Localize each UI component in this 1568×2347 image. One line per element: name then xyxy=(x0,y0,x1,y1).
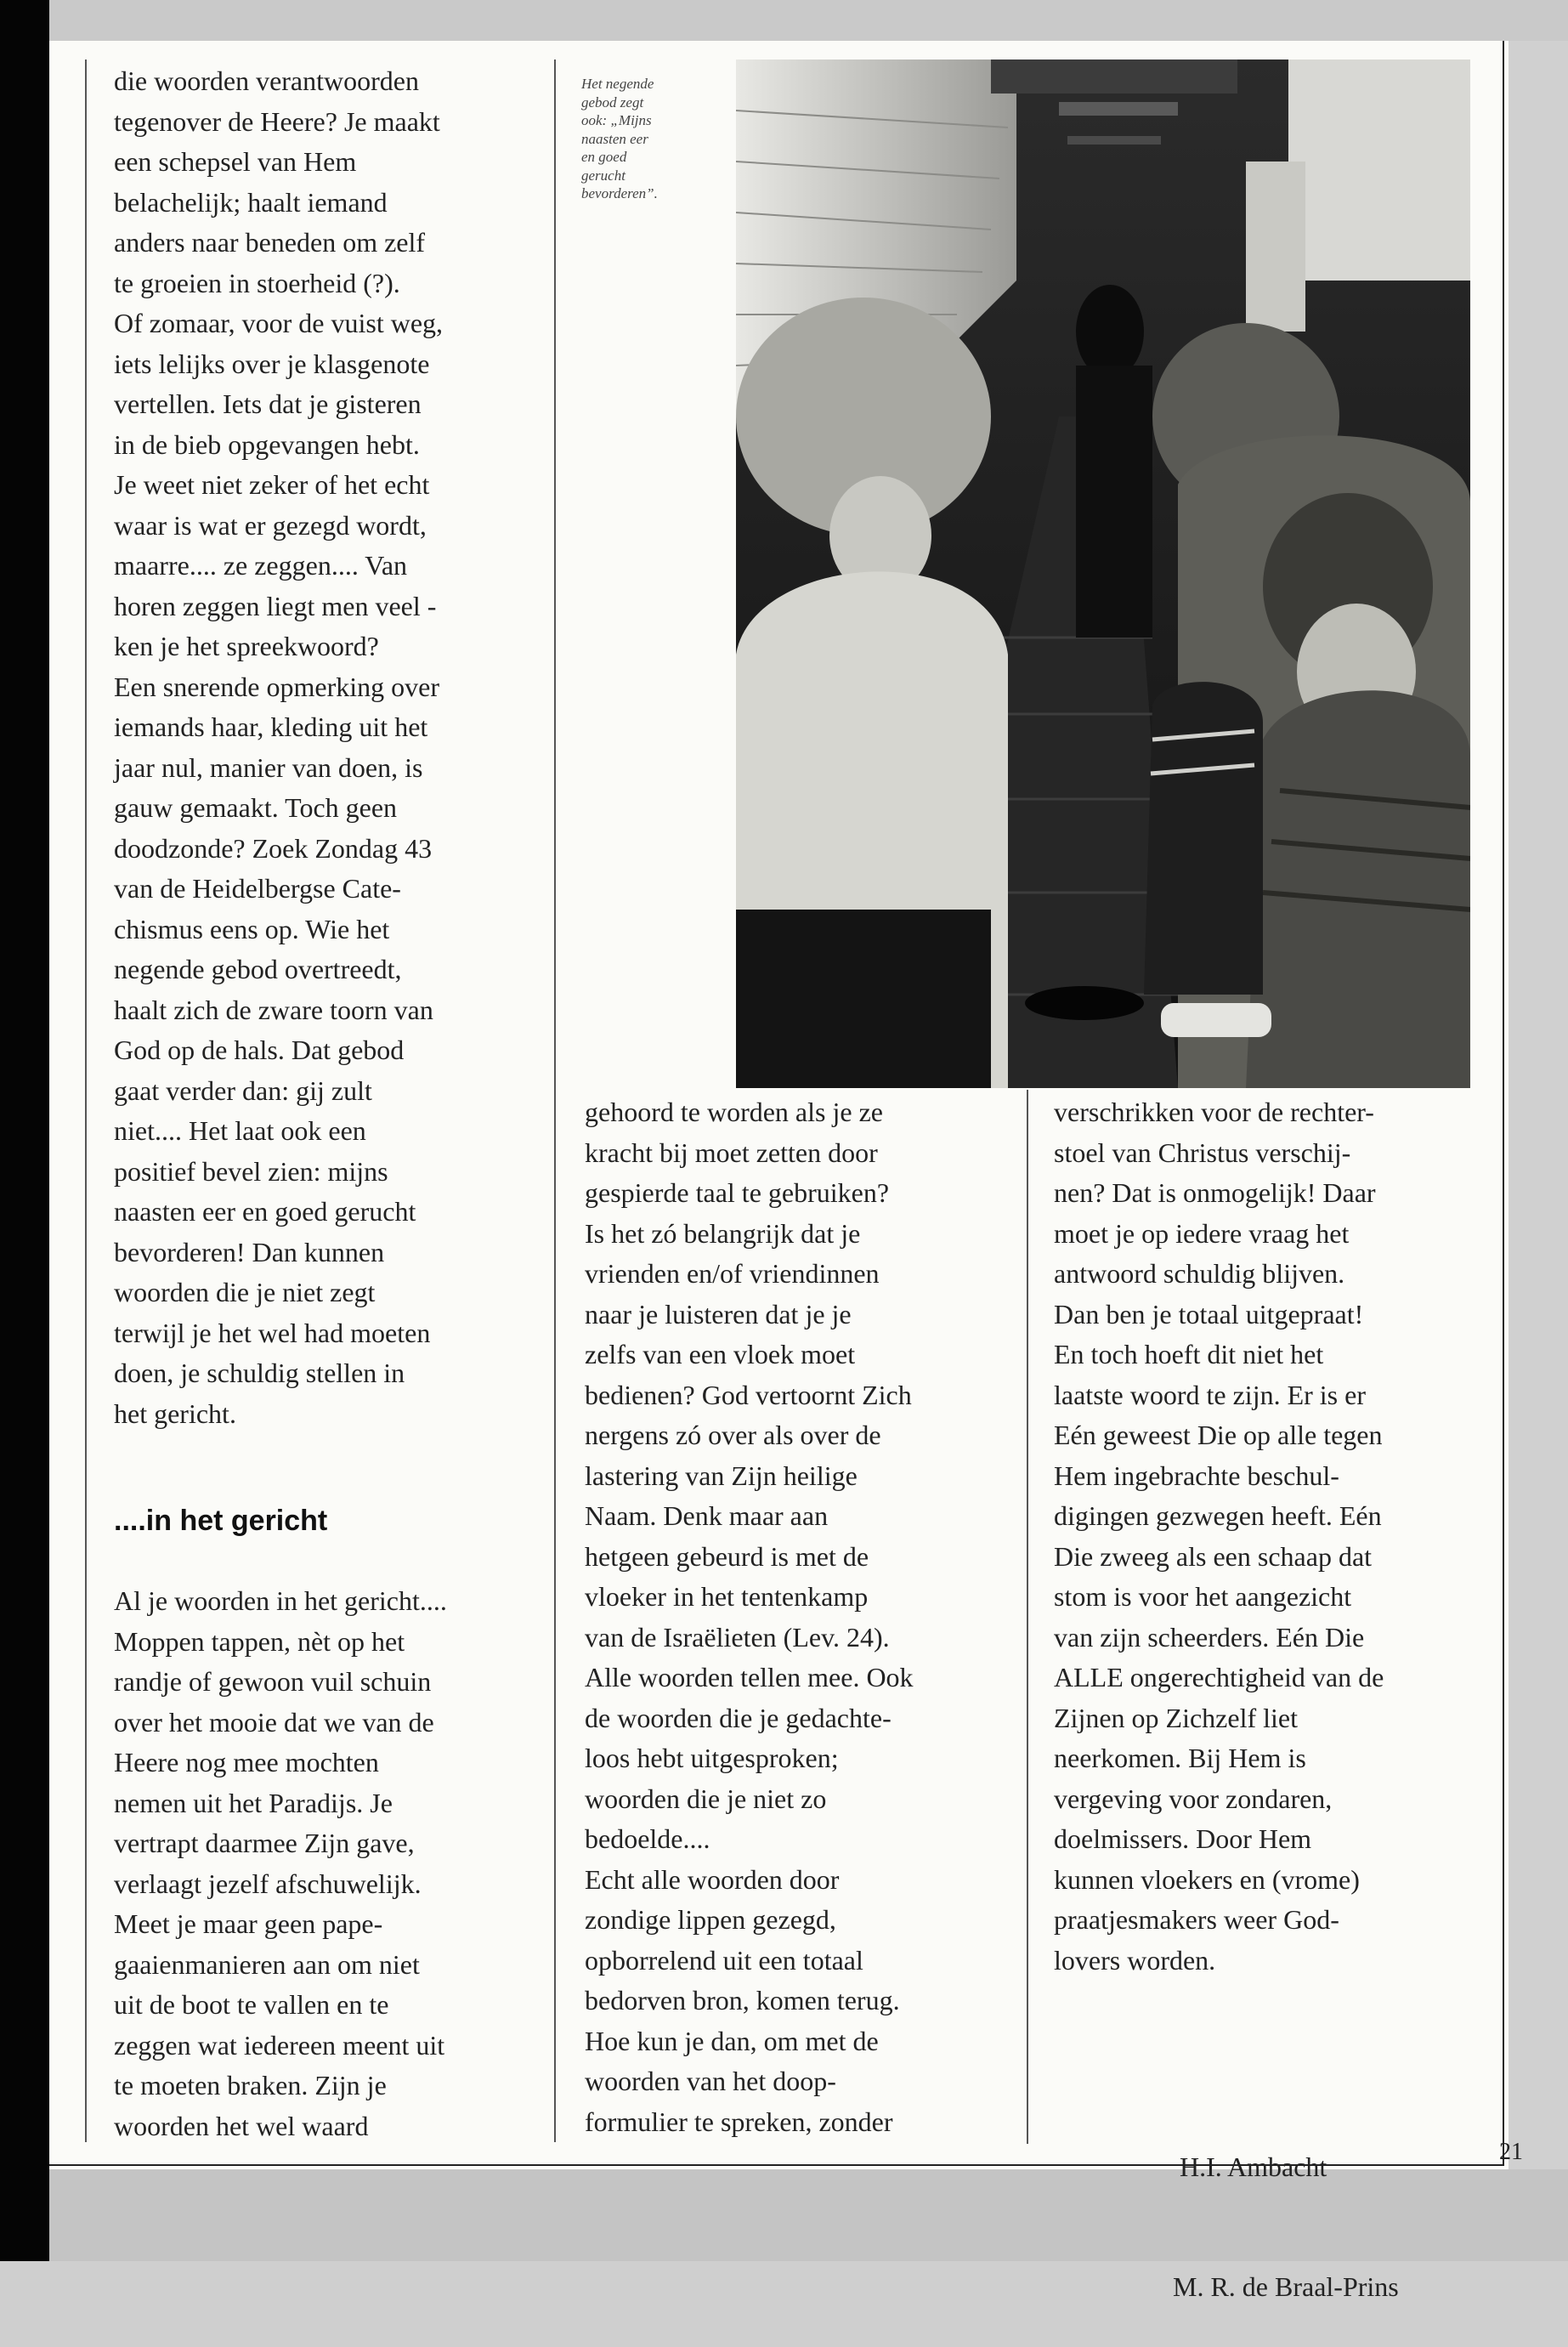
scan-border-right xyxy=(1509,41,1568,2217)
scan-border-left xyxy=(0,0,49,2261)
column-divider-2 xyxy=(554,60,556,2142)
column-divider-1 xyxy=(85,60,87,2142)
article-column-1-lower: Al je woorden in het gericht.... Moppen tappen, nèt op het randje of gewoon vuil schuin over het mooie dat we van de Heere nog mee mochten nemen uit het Paradijs. Je vertrapt daarmee Zijn gave, verlaagt jezelf afschuwelijk. Meet je maar geen pape- gaaienmanieren aan om niet uit de boot te vallen en te zeggen wat iedereen meent uit te moeten braken. Zijn je woorden het wel waard xyxy=(114,1585,447,2141)
author-line-2: M. R. de Braal-Prins xyxy=(1173,2271,1399,2302)
page-number: 21 xyxy=(1499,2139,1523,2165)
author-signature xyxy=(1173,2067,1399,2347)
article-column-2: gehoord te worden als je ze kracht bij moet zetten door gespierde taal te gebruiken? Is het zó belangrijk dat je vrienden en/of vriendinnen naar je luisteren dat je je zelfs van een vloek moet bedienen? God vertoornt Zich nergens zó over als over de lastering van Zijn heilige Naam. Denk maar aan hetgeen gebeurd is met de vloeker in het tentenkamp van de Israëlieten (Lev. 24). Alle woorden tellen mee. Ook de woorden die je gedachte- loos hebt uitgesproken; woorden die je niet zo bedoelde.... Echt alle woorden door zondige lippen gezegd, opborrelend uit een totaal bedorven bron, komen terug. Hoe kun je dan, om met de woorden van het doop- formulier te spreken, zonder xyxy=(585,1097,914,2137)
hallway-photo xyxy=(736,60,1470,1088)
photo-caption: Het negende gebod zegt ook: „Mijns naasten eer en goed gerucht bevorderen”. xyxy=(581,76,658,201)
article-column-3: verschrikken voor de rechter- stoel van Christus verschij- nen? Dat is onmogelijk! Daar moet je op iedere vraag het antwoord schuldig blijven. Dan ben je totaal uitgepraat! En toch hoeft dit niet het laatste woord te zijn. Er is er Eén geweest Die op alle tegen Hem ingebrachte beschul- digingen gezwegen heeft. Eén Die zweeg als een schaap dat stom is voor het aangezicht van zijn scheerders. Eén Die ALLE ongerechtigheid van de Zijnen op Zichzelf liet neerkomen. Bij Hem is vergeving voor zondaren, doelmissers. Door Hem kunnen vloekers en (vrome) praatjesmakers weer God- lovers worden. xyxy=(1054,1097,1384,1976)
article-column-1-upper: die woorden verantwoorden tegenover de Heere? Je maakt een schepsel van Hem belachelijk; haalt iemand anders naar beneden om zelf te groeien in stoerheid (?). Of zomaar, voor de vuist weg, iets lelijks over je klasgenote vertellen. Iets dat je gisteren in de bieb opgevangen hebt. Je weet niet zeker of het echt waar is wat er gezegd wordt, maarre.... ze zeggen.... Van horen zeggen liegt men veel - ken je het spreekwoord? Een snerende opmerking over iemands haar, kleding uit het jaar nul, manier van doen, is gauw gemaakt. Toch geen doodzonde? Zoek Zondag 43 van de Heidelbergse Cate- chismus eens op. Wie het negende gebod overtreedt, haalt zich de zware toorn van God op de hals. Dat gebod gaat verder dan: gij zult niet.... Het laat ook een positief bevel zien: mijns naasten eer en goed gerucht bevorderen! Dan kunnen woorden die je niet zegt terwijl je het wel had moeten doen, je schuldig stellen in het gericht. xyxy=(114,65,444,1429)
scan-border-top xyxy=(49,0,1568,41)
section-heading: ....in het gericht xyxy=(114,1505,328,1537)
author-line-1: H.I. Ambacht xyxy=(1180,2151,1327,2182)
column-divider-3 xyxy=(1027,1090,1028,2144)
